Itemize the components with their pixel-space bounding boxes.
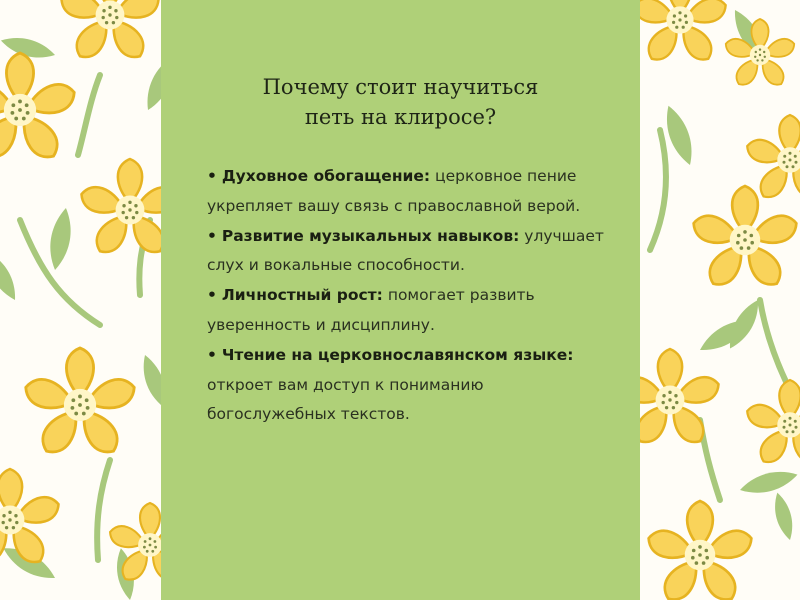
benefit-text: откроет вам доступ к пониманию богослужебных текстов. bbox=[207, 375, 484, 424]
benefit-item-growth bbox=[207, 281, 607, 341]
benefit-item-reading bbox=[207, 341, 607, 430]
slide-title-line-1: Почему стоит научиться bbox=[262, 75, 539, 99]
benefits-list bbox=[207, 162, 607, 430]
benefit-item-spiritual bbox=[207, 162, 607, 222]
bullet-marker: • bbox=[207, 345, 217, 364]
benefit-item-music bbox=[207, 222, 607, 282]
benefit-text: церковное пение укрепляет вашу связь с православной верой. bbox=[207, 167, 581, 215]
slide-title-line-2: петь на клиросе? bbox=[304, 105, 497, 129]
bullet-marker: • bbox=[207, 167, 217, 185]
benefit-term: Развитие музыкальных навыков: bbox=[221, 226, 520, 245]
benefit-term: Чтение на церковнославянском языке: bbox=[221, 345, 574, 364]
slide-title bbox=[161, 72, 640, 132]
benefit-term: Духовное обогащение: bbox=[221, 167, 431, 185]
benefit-term: Личностный рост: bbox=[221, 286, 383, 305]
bullet-marker: • bbox=[207, 286, 217, 305]
bullet-marker: • bbox=[207, 226, 217, 245]
content-card bbox=[161, 0, 640, 600]
benefit-text: улучшает слух и вокальные способности. bbox=[207, 226, 604, 275]
benefit-text: помогает развить уверенность и дисциплину. bbox=[207, 286, 535, 334]
